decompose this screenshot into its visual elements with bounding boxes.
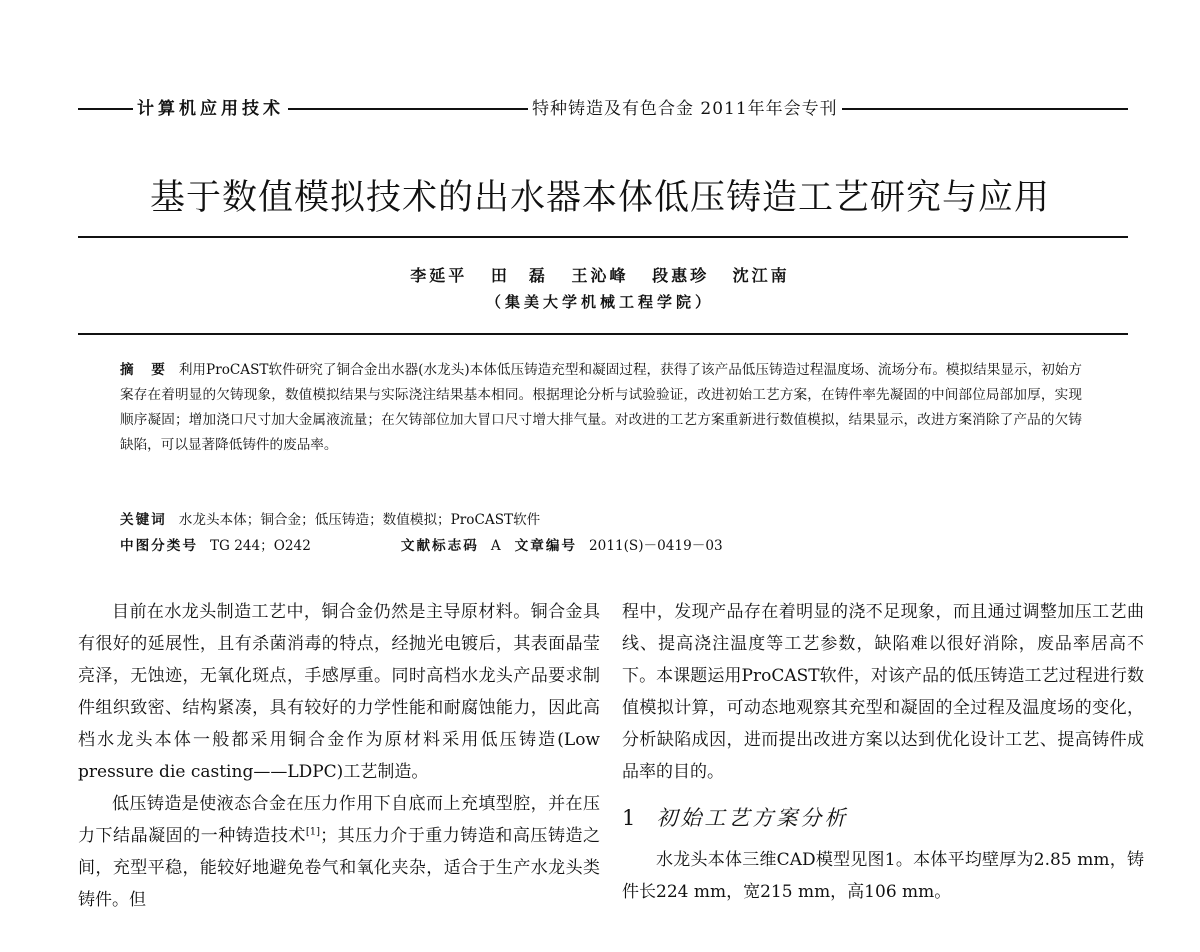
body-paragraph (78, 788, 600, 916)
section-title: 初始工艺方案分析 (656, 806, 849, 830)
affiliation: （集美大学机械工程学院） (485, 293, 714, 311)
author-name: 段惠珍 (652, 266, 710, 285)
keywords-text: 水龙头本体；铜合金；低压铸造；数值模拟；ProCAST软件 (178, 512, 541, 528)
paper-title: 基于数值模拟技术的出水器本体低压铸造工艺研究与应用 (149, 178, 1050, 218)
author-name: 王沁峰 (571, 266, 629, 285)
doc-code-value: A (490, 538, 501, 554)
body-paragraph: 目前在水龙头制造工艺中，铜合金仍然是主导原材料。铜合金具有很好的延展性，且有杀菌消毒的特点，经抛光电镀后，其表面晶莹亮泽，无蚀迹，无氧化斑点，手感厚重。同时高档水龙头产品要求制件组织致密、结构紧凑，具有较好的力学性能和耐腐蚀能力，因此高档水龙头本体一般都采用铜合金作为原材料采用低压铸造(Low pressure die casting——LDPC)工艺制造。 (78, 602, 600, 782)
classification-label: 中图分类号 (120, 538, 198, 554)
body-text: ；其压力介于重力铸造和高压铸造之间，充型平稳，能较好地避免卷气和氧化夹杂，适合于生产水龙头类铸件。但 (78, 826, 601, 910)
section-heading (622, 802, 1144, 834)
keywords-label: 关键词 (120, 512, 167, 528)
citation-ref: [1] (305, 826, 321, 838)
section-number: 1 (622, 806, 639, 830)
author-name: 沈江南 (732, 266, 790, 285)
body-left-column (78, 596, 600, 916)
abstract-text: 利用ProCAST软件研究了铜合金出水器(水龙头)本体低压铸造充型和凝固过程，获得了该产品低压铸造过程温度场、流场分布。模拟结果显示，初始方案存在着明显的欠铸现象，数值模拟结果与实际浇注结果基本相同。根据理论分析与试验验证，改进初始工艺方案，在铸件率先凝固的中间部位局部加厚，实现顺序凝固；增加浇口尺寸加大金属液流量；在欠铸部位加大冒口尺寸增大排气量。对改进的工艺方案重新进行数值模拟，结果显示，改进方案消除了产品的欠铸缺陷，可以显著降低铸件的废品率。 (120, 362, 1083, 453)
classification-line (120, 536, 723, 556)
header-rule (78, 333, 1128, 335)
running-header (78, 96, 1128, 122)
abstract (120, 358, 1082, 458)
abstract-label: 摘 要 (120, 362, 167, 378)
running-header-section: 计算机应用技术 (133, 96, 288, 122)
keywords (120, 510, 540, 530)
classification-value: TG 244；O242 (209, 538, 311, 554)
body-text: 低压铸造是使液态合金在压力作用下自底而上充填型腔，并在压力下结晶凝固的一种铸造技术 (78, 794, 600, 846)
body-paragraph: 程中，发现产品存在着明显的浇不足现象，而且通过调整加压工艺曲线、提高浇注温度等工艺参数，缺陷难以很好消除，废品率居高不下。本课题运用ProCAST软件，对该产品的低压铸造工艺过程进行数值模拟计算，可动态地观察其充型和凝固的全过程及温度场的变化，分析缺陷成因，进而提出改进方案以达到优化设计工艺、提高铸件成品率的目的。 (622, 602, 1144, 782)
body-paragraph: 水龙头本体三维CAD模型见图1。本体平均壁厚为2.85 mm，铸件长224 mm，宽215 mm，高106 mm。 (622, 850, 1144, 902)
doc-code-label: 文献标志码 (400, 538, 479, 554)
author-list (0, 263, 1200, 286)
body-right-column (622, 596, 1144, 908)
author-name: 李延平 (410, 266, 468, 285)
article-number-label: 文章编号 (514, 538, 578, 554)
article-number-value: 2011(S)－0419－03 (589, 538, 723, 554)
author-name: 田 磊 (490, 266, 548, 285)
running-header-journal: 特种铸造及有色合金 2011年年会专刊 (528, 96, 842, 122)
title-rule (78, 236, 1128, 238)
